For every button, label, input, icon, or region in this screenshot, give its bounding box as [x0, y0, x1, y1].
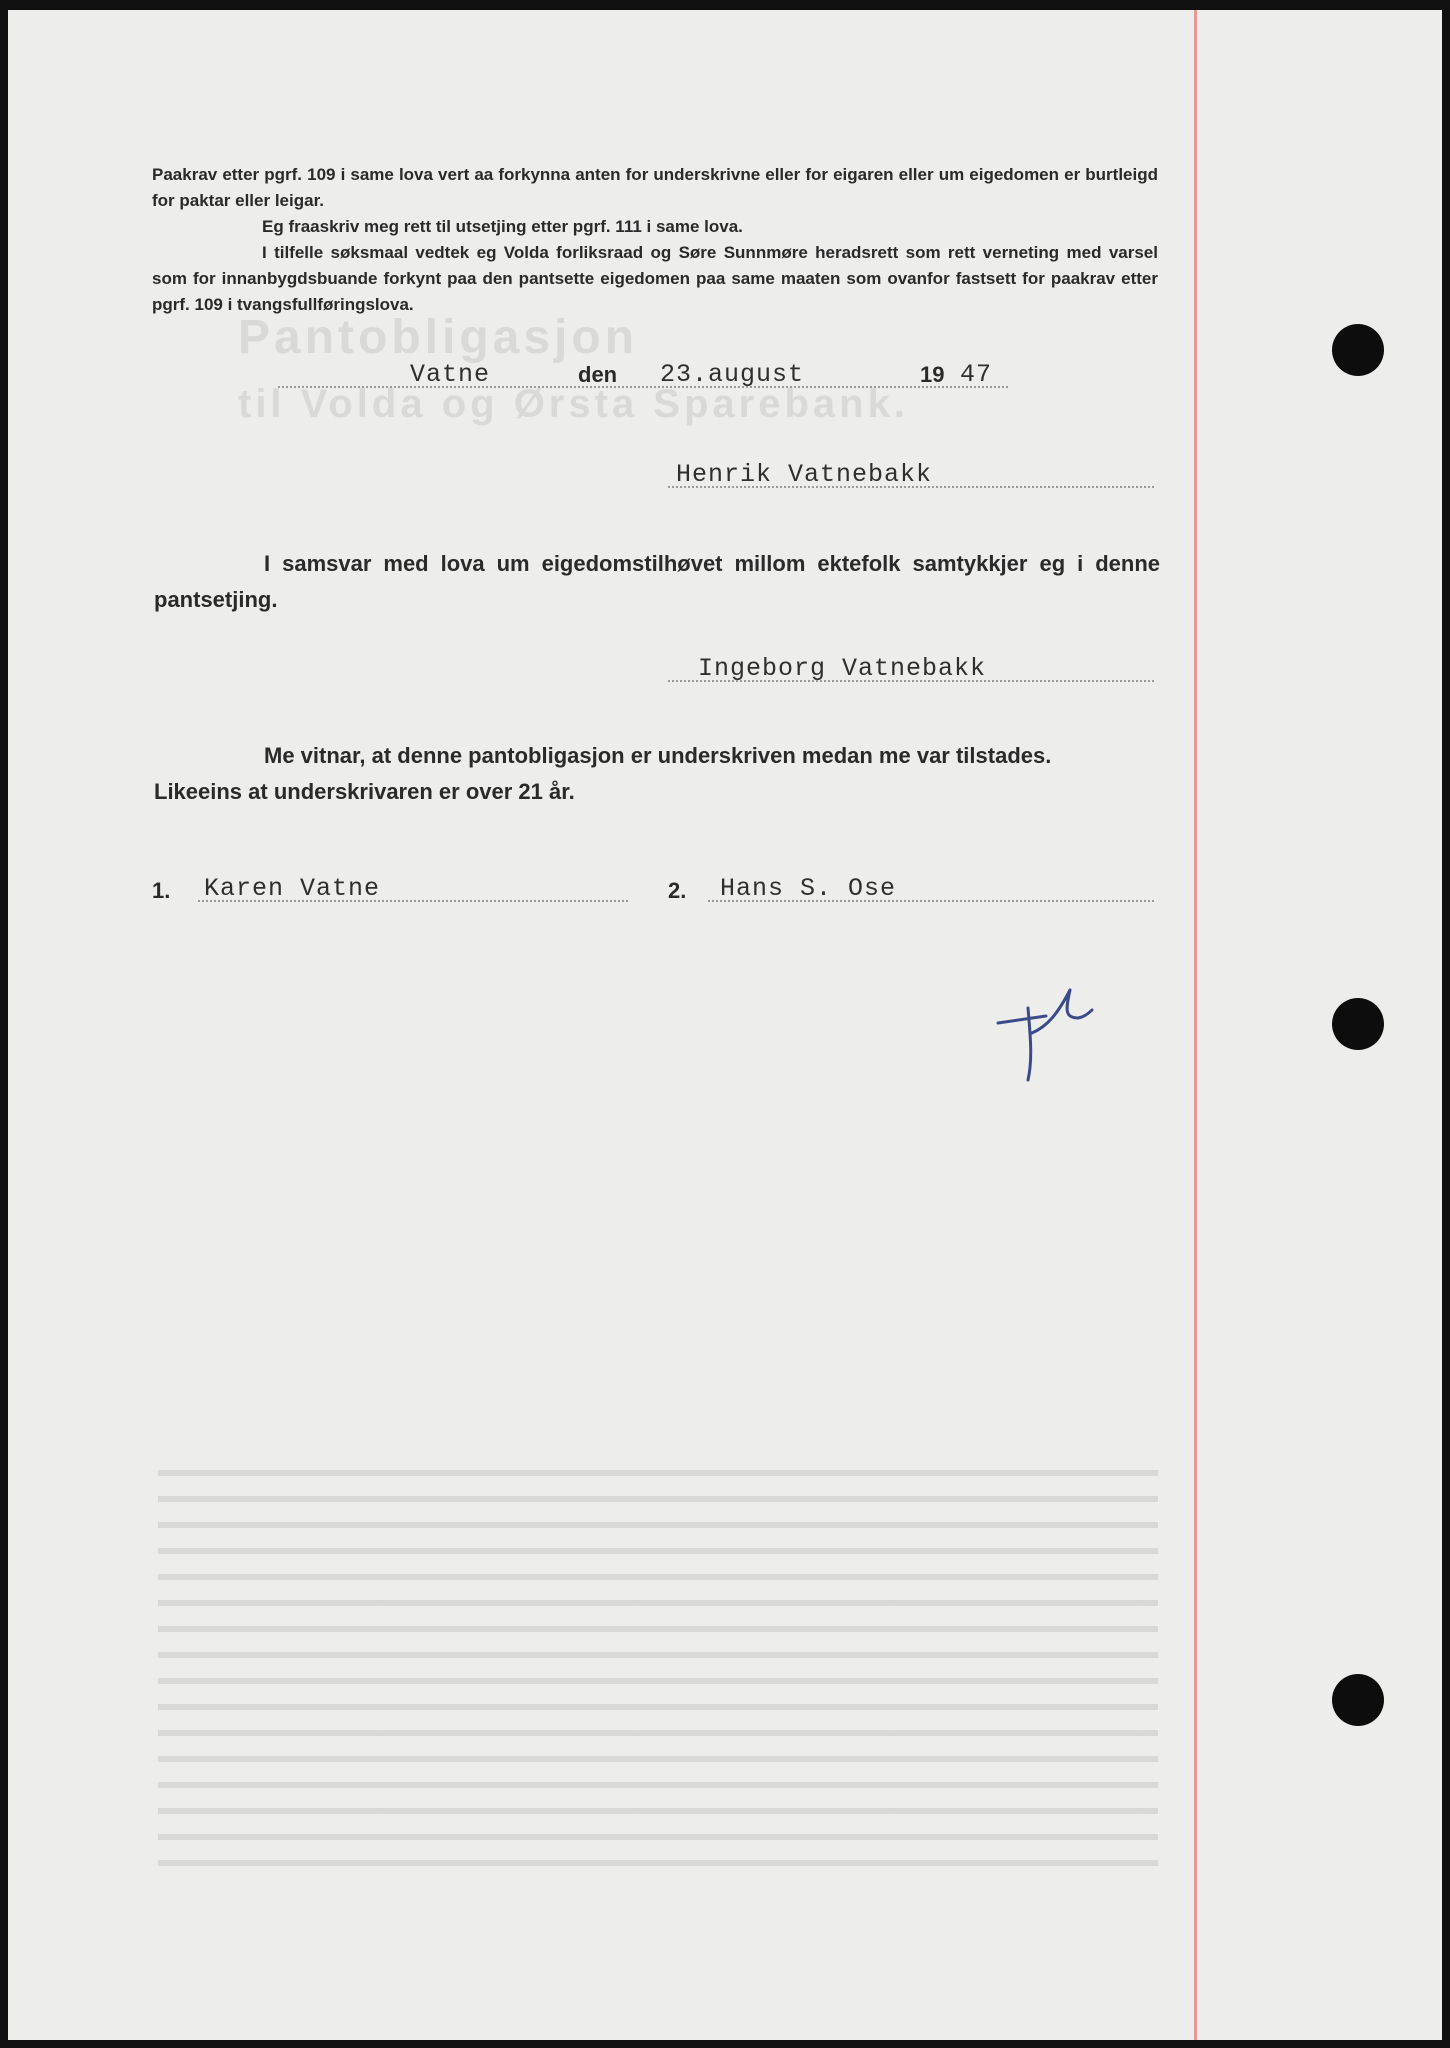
- bleed-through-title: Pantobligasjon: [238, 311, 639, 364]
- witness-1-number: 1.: [152, 878, 171, 903]
- bleed-through-text-lines: [158, 1450, 1158, 1870]
- document-page: [8, 10, 1442, 2040]
- year-suffix: 47: [960, 360, 993, 389]
- punch-hole: [1332, 998, 1384, 1050]
- clause-waiver: Eg fraaskriv meg rett til utsetjing etter pgrf. 111 i same lova.: [262, 217, 743, 236]
- witness-1-name: Karen Vatne: [204, 874, 381, 903]
- consent-paragraph: [154, 546, 1160, 618]
- printed-clauses: [152, 162, 1158, 318]
- witness-line-1: Me vitnar, at denne pantobligasjon er underskriven medan me var tilstades.: [264, 743, 1052, 768]
- date-line-dots: [278, 386, 1008, 388]
- place-value: Vatne: [410, 360, 491, 389]
- date-value: 23.august: [660, 360, 805, 389]
- margin-rule: [1194, 10, 1197, 2040]
- den-label: den: [578, 362, 618, 387]
- witness-paragraph: [154, 738, 1160, 810]
- consent-text: I samsvar med lova um eigedomstilhøvet millom ektefolk samtykkjer eg i denne pantsetjing.: [154, 551, 1160, 612]
- clause-demand: Paakrav etter pgrf. 109 i same lova vert aa forkynna anten for underskrivne eller for eigaren eller um eigedomen er burtleigd for paktar eller leigar.: [152, 165, 1158, 210]
- punch-hole: [1332, 324, 1384, 376]
- punch-hole: [1332, 1674, 1384, 1726]
- witness-line-2: Likeeins at underskrivaren er over 21 år.: [154, 779, 575, 804]
- witness-2-number: 2.: [668, 878, 687, 903]
- clause-venue: I tilfelle søksmaal vedtek eg Volda forliksraad og Søre Sunnmøre heradsrett som rett verneting med varsel som for innanbygdsbuande forkynt paa den pantsette eigedomen paa same maaten som ovanfor fastsett for paakrav etter pgrf. 109 i tvangsfullføringslova.: [152, 243, 1158, 314]
- owner-signature: Henrik Vatnebakk: [676, 460, 933, 489]
- handwritten-initials: [988, 978, 1098, 1088]
- spouse-signature: Ingeborg Vatnebakk: [698, 654, 987, 683]
- witness-2-name: Hans S. Ose: [720, 874, 897, 903]
- bleed-through-subtitle: til Volda og Ørsta Sparebank.: [238, 382, 909, 426]
- year-prefix: 19: [920, 362, 945, 387]
